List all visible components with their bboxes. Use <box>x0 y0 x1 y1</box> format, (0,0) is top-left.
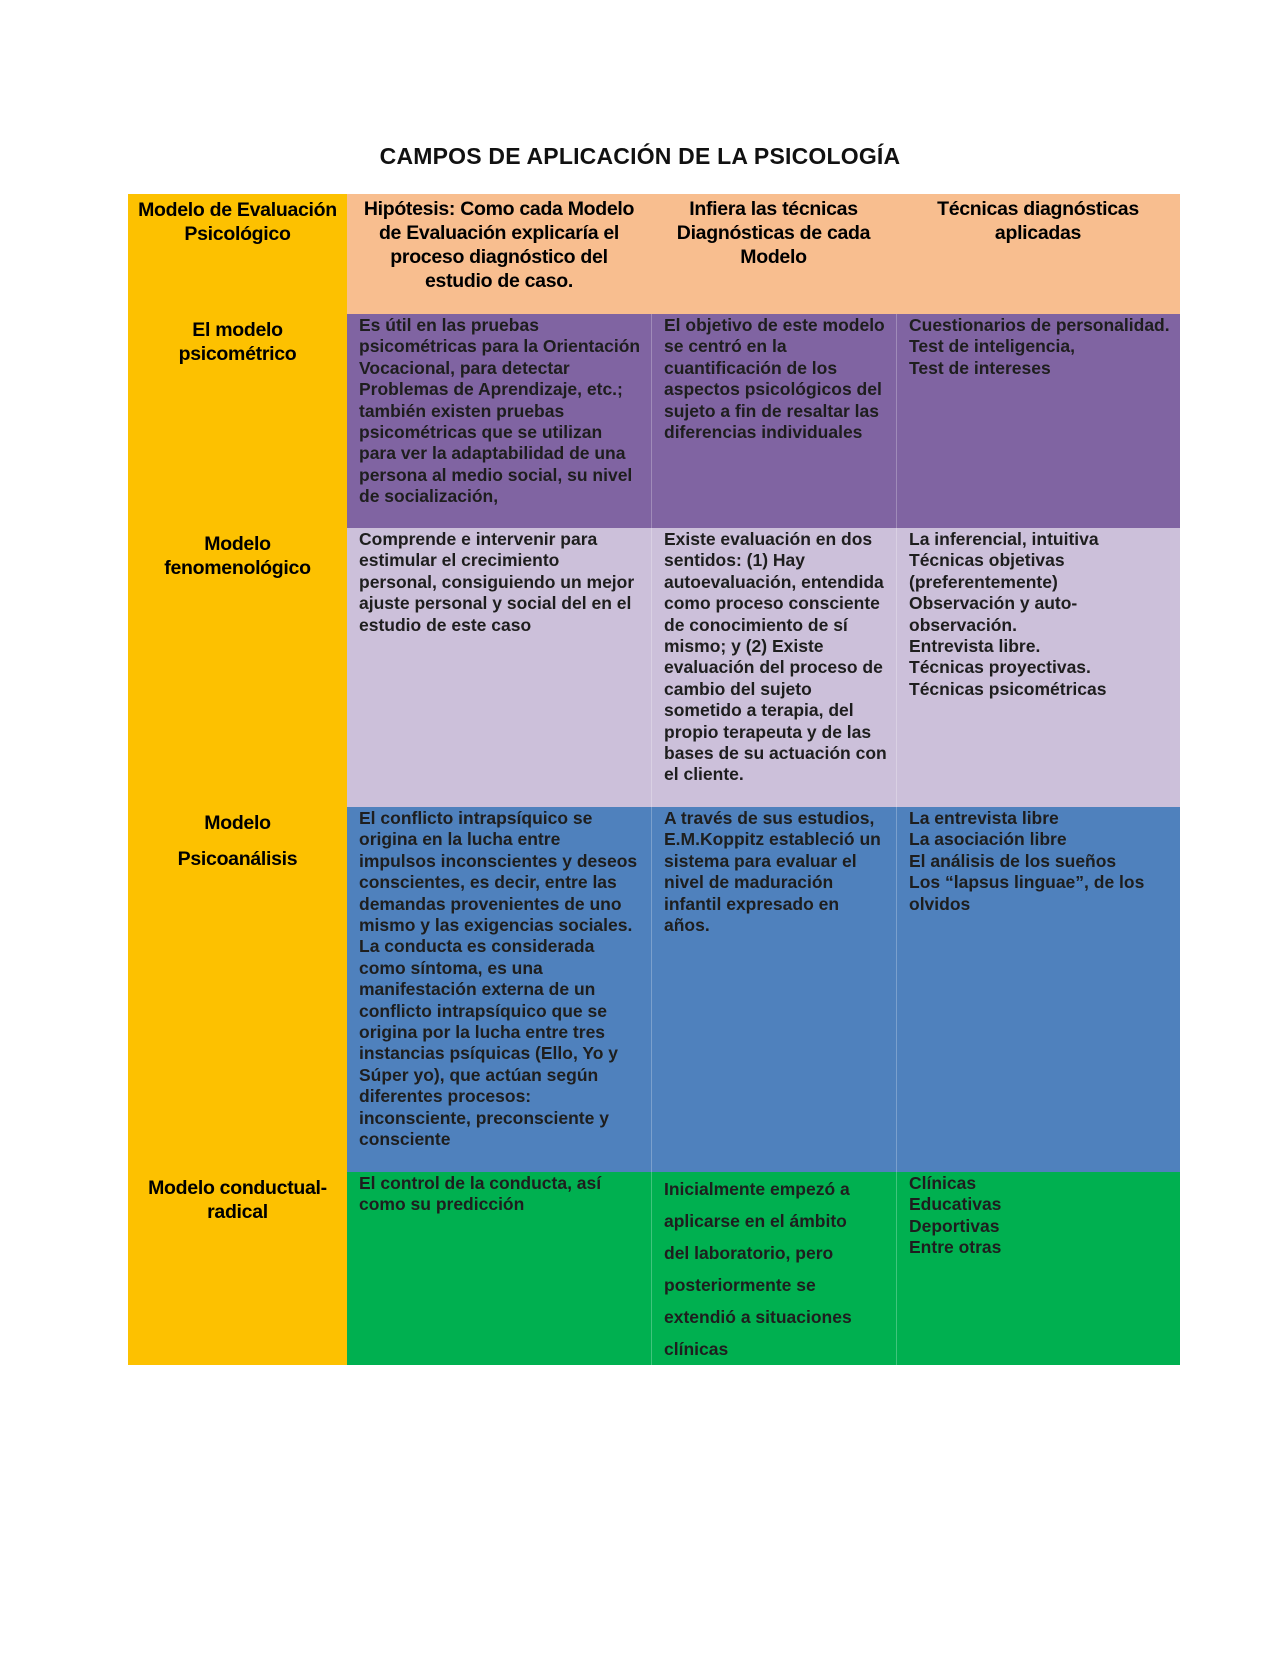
model-label-line: Psicoanálisis <box>177 848 298 870</box>
cell-applied-psicoanalisis <box>896 807 1180 1172</box>
applied-item: El análisis de los sueños <box>909 850 1117 871</box>
page-title: CAMPOS DE APLICACIÓN DE LA PSICOLOGÍA <box>379 143 901 169</box>
applied-item: La asociación libre <box>909 829 1067 850</box>
applied-item: Deportivas <box>909 1215 1000 1236</box>
applied-item: Test de intereses <box>909 357 1051 378</box>
applied-item: Técnicas proyectivas. <box>909 657 1091 678</box>
inferred-line: aplicarse en el ámbito <box>664 1211 847 1231</box>
row-model-psicoanalisis <box>128 807 347 1172</box>
inferred-line: Inicialmente empezó a <box>664 1179 850 1199</box>
cell-applied-fenomenologico <box>896 528 1180 807</box>
cell-inferred-fenomenologico: Existe evaluación en dos sentidos: (1) Hay autoevaluación, entendida como proceso consciente de conocimiento de sí mismo; y (2) Existe evaluación del proceso de cambio del sujeto sometido a terapia, del propio terapeuta y de las bases de su actuación con el cliente. <box>651 528 896 807</box>
applied-item: La inferencial, intuitiva <box>909 529 1099 549</box>
inferred-line: del laboratorio, pero <box>664 1243 834 1263</box>
inferred-line: clínicas <box>664 1339 729 1359</box>
row-model-psicometrico: El modelo psicométrico <box>128 314 347 528</box>
applied-item: Entre otras <box>909 1237 1002 1258</box>
applied-item: Técnicas psicométricas <box>909 678 1107 699</box>
cell-hypothesis-fenomenologico: Comprende e intervenir para estimular el crecimiento personal, consiguiendo un mejor ajuste personal y social del en el estudio de este caso <box>347 528 651 807</box>
applied-item: Test de inteligencia, <box>909 336 1075 357</box>
applied-item: Los “lapsus linguae”, de los olvidos <box>909 872 1145 914</box>
applied-item: Clínicas <box>909 1173 977 1193</box>
applied-item: Cuestionarios de personalidad. <box>909 315 1170 335</box>
application-table <box>128 194 1180 1365</box>
row-model-fenomenologico: Modelo fenomenológico <box>128 528 347 807</box>
inferred-line: posteriormente se <box>664 1275 816 1295</box>
cell-hypothesis-conductual: El control de la conducta, así como su predicción <box>347 1172 651 1365</box>
applied-item: Observación y auto-observación. <box>909 593 1078 635</box>
cell-hypothesis-psicometrico: Es útil en las pruebas psicométricas para la Orientación Vocacional, para detectar Problemas de Aprendizaje, etc.; también existen pruebas psicométricas que se utilizan para ver la adaptabilidad de una persona al medio social, su nivel de socialización, <box>347 314 651 528</box>
applied-item: Educativas <box>909 1194 1002 1215</box>
model-label-line: Modelo <box>204 812 271 834</box>
applied-item: Entrevista libre. <box>909 636 1041 657</box>
row-model-conductual: Modelo conductual- radical <box>128 1172 347 1365</box>
header-inferred-techniques: Infiera las técnicas Diagnósticas de cada Modelo <box>651 194 896 314</box>
applied-item: Técnicas objetivas (preferentemente) <box>909 550 1065 592</box>
header-applied-techniques: Técnicas diagnósticas aplicadas <box>896 194 1180 314</box>
header-hypothesis: Hipótesis: Como cada Modelo de Evaluación explicaría el proceso diagnóstico del estudio de caso. <box>347 194 651 314</box>
cell-inferred-psicometrico: El objetivo de este modelo se centró en la cuantificación de los aspectos psicológicos del sujeto a fin de resaltar las diferencias individuales <box>651 314 896 528</box>
cell-applied-conductual <box>896 1172 1180 1365</box>
inferred-line: extendió a situaciones <box>664 1307 852 1327</box>
cell-inferred-psicoanalisis: A través de sus estudios, E.M.Koppitz estableció un sistema para evaluar el nivel de maduración infantil expresado en años. <box>651 807 896 1172</box>
cell-inferred-conductual <box>651 1172 896 1365</box>
applied-item: La entrevista libre <box>909 808 1059 828</box>
header-model: Modelo de Evaluación Psicológico <box>128 194 347 314</box>
cell-applied-psicometrico <box>896 314 1180 528</box>
cell-hypothesis-psicoanalisis: El conflicto intrapsíquico se origina en la lucha entre impulsos inconscientes y deseos conscientes, es decir, entre las demandas provenientes de uno mismo y las exigencias sociales. La conducta es considerada como síntoma, es una manifestación externa de un conflicto intrapsíquico que se origina por la lucha entre tres instancias psíquicas (Ello, Yo y Súper yo), que actúan según diferentes procesos: inconsciente, preconsciente y consciente <box>347 807 651 1172</box>
